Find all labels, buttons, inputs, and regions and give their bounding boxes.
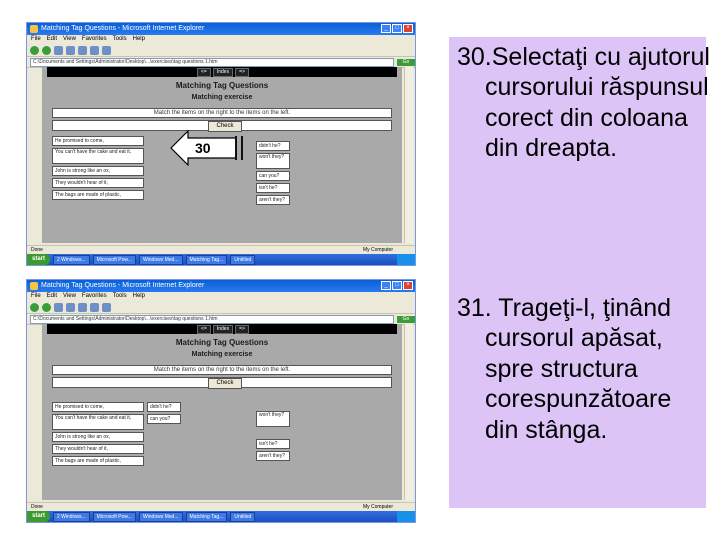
cursor-bar	[235, 136, 237, 160]
right-item[interactable]: aren't they?	[256, 451, 290, 461]
taskbar-item[interactable]: Untitled	[230, 512, 255, 522]
refresh-icon[interactable]	[66, 46, 75, 55]
maximize-icon[interactable]: □	[392, 24, 402, 33]
taskbar-item[interactable]: Matching Tag...	[186, 512, 228, 522]
menu-help[interactable]: Help	[132, 293, 145, 299]
menu-file[interactable]: File	[31, 293, 41, 299]
step-callout-arrow	[170, 130, 240, 166]
cursor-marks	[233, 136, 247, 160]
left-item: He promised to come,	[52, 402, 144, 412]
right-item[interactable]: isn't he?	[256, 439, 290, 449]
menu-bar	[27, 35, 415, 44]
back-icon[interactable]	[30, 303, 39, 312]
menu-view[interactable]: View	[63, 36, 76, 42]
start-button[interactable]: start	[27, 511, 50, 522]
left-item: John is strong like an ox,	[52, 166, 144, 176]
status-zone: My Computer	[362, 504, 393, 510]
nav-strip	[47, 324, 397, 334]
step-31-text: 31. Trageţi-l, ţinând cursorul apăsat, spre structura corespunzătoare din stânga.	[457, 294, 672, 444]
nav-next[interactable]: =>	[235, 325, 249, 334]
menu-edit[interactable]: Edit	[46, 293, 58, 299]
menu-help[interactable]: Help	[132, 36, 145, 42]
start-button[interactable]: start	[27, 254, 50, 265]
left-item: They wouldn't hear of it,	[52, 178, 144, 188]
check-button[interactable]: Check	[208, 378, 242, 389]
status-bar	[27, 502, 415, 511]
stop-icon[interactable]	[54, 303, 63, 312]
go-button[interactable]: Go	[397, 59, 415, 66]
status-text: Done	[31, 247, 43, 253]
menu-tools[interactable]: Tools	[112, 293, 127, 299]
vertical-scrollbar[interactable]	[404, 324, 413, 500]
taskbar	[27, 511, 415, 522]
matched-item[interactable]: didn't he?	[147, 402, 181, 412]
check-button[interactable]: Check	[208, 121, 242, 132]
taskbar-item[interactable]: Matching Tag...	[186, 255, 228, 265]
forward-icon[interactable]	[42, 46, 51, 55]
page-title: Matching Tag Questions	[175, 81, 269, 90]
nav-strip	[47, 67, 397, 77]
page-content	[42, 324, 402, 500]
left-item: He promised to come,	[52, 136, 144, 146]
taskbar-item[interactable]: Windows Med...	[139, 255, 183, 265]
search-icon[interactable]	[90, 303, 99, 312]
taskbar-item[interactable]: 2 Windows...	[53, 512, 90, 522]
left-item: They wouldn't hear of it,	[52, 444, 144, 454]
go-button[interactable]: Go	[397, 316, 415, 323]
home-icon[interactable]	[78, 303, 87, 312]
right-item[interactable]: didn't he?	[256, 141, 290, 151]
step-30-text: 30.Selectaţi cu ajutorul cursorului răspunsul corect din coloana din dreapta.	[457, 43, 710, 163]
matched-item[interactable]: can you?	[147, 414, 181, 424]
ie-icon	[30, 25, 38, 33]
forward-icon[interactable]	[42, 303, 51, 312]
ie-icon	[30, 282, 38, 290]
toolbar	[27, 301, 415, 314]
back-icon[interactable]	[30, 46, 39, 55]
page-title: Matching Tag Questions	[175, 338, 269, 347]
left-item: You can't have the cake and eat it,	[52, 414, 144, 430]
menu-file[interactable]: File	[31, 36, 41, 42]
window-titlebar	[27, 23, 415, 35]
menu-edit[interactable]: Edit	[46, 36, 58, 42]
nav-next[interactable]: =>	[235, 68, 249, 77]
favorites-icon[interactable]	[102, 46, 111, 55]
instruction-text: Match the items on the right to the items on the left.	[52, 365, 392, 375]
menu-favorites[interactable]: Favorites	[81, 293, 107, 299]
menu-bar	[27, 292, 415, 301]
right-item[interactable]: can you?	[256, 171, 290, 181]
status-bar	[27, 245, 415, 254]
taskbar-item[interactable]: Windows Med...	[139, 512, 183, 522]
window-title: Matching Tag Questions - Microsoft Internet Explorer	[41, 25, 205, 32]
menu-view[interactable]: View	[63, 293, 76, 299]
home-icon[interactable]	[78, 46, 87, 55]
refresh-icon[interactable]	[66, 303, 75, 312]
check-row	[52, 377, 392, 388]
stop-icon[interactable]	[54, 46, 63, 55]
status-zone: My Computer	[362, 247, 393, 253]
right-item[interactable]: aren't they?	[256, 195, 290, 205]
page-subtitle: Matching exercise	[191, 94, 253, 101]
taskbar-item[interactable]: Microsoft Pow...	[93, 255, 136, 265]
window-controls	[381, 281, 413, 290]
taskbar-item[interactable]: Microsoft Pow...	[93, 512, 136, 522]
nav-prev[interactable]: <=	[197, 68, 211, 77]
toolbar	[27, 44, 415, 57]
close-icon[interactable]: ×	[403, 281, 413, 290]
close-icon[interactable]: ×	[403, 24, 413, 33]
left-item: You can't have the cake and eat it,	[52, 148, 144, 164]
maximize-icon[interactable]: □	[392, 281, 402, 290]
favorites-icon[interactable]	[102, 303, 111, 312]
system-tray	[397, 254, 415, 265]
instruction-text: Match the items on the right to the items on the left.	[52, 108, 392, 118]
nav-index[interactable]: Index	[213, 68, 233, 77]
menu-favorites[interactable]: Favorites	[81, 36, 107, 42]
taskbar	[27, 254, 415, 265]
callout-number: 30	[195, 140, 211, 156]
right-item[interactable]: isn't he?	[256, 183, 290, 193]
left-item: The bags are made of plastic,	[52, 456, 144, 466]
cursor-bar	[241, 136, 243, 160]
left-item: The bags are made of plastic,	[52, 190, 144, 200]
status-text: Done	[31, 504, 43, 510]
minimize-icon[interactable]: _	[381, 281, 391, 290]
page-subtitle: Matching exercise	[191, 351, 253, 358]
right-item[interactable]: won't they?	[256, 411, 290, 427]
nav-prev[interactable]: <=	[197, 325, 211, 334]
taskbar-item[interactable]: 2 Windows...	[53, 255, 90, 265]
nav-index[interactable]: Index	[213, 325, 233, 334]
window-title: Matching Tag Questions - Microsoft Internet Explorer	[41, 282, 205, 289]
window-titlebar	[27, 280, 415, 292]
window-controls	[381, 24, 413, 33]
menu-tools[interactable]: Tools	[112, 36, 127, 42]
left-item: John is strong like an ox,	[52, 432, 144, 442]
right-item[interactable]: won't they?	[256, 153, 290, 169]
search-icon[interactable]	[90, 46, 99, 55]
address-input[interactable]: C:\Documents and Settings\Administrator\Desktop\...\exercises\tag questions 1.htm	[30, 315, 394, 324]
instruction-panel	[449, 37, 710, 508]
taskbar-item[interactable]: Untitled	[230, 255, 255, 265]
vertical-scrollbar[interactable]	[404, 67, 413, 243]
browser-window-bottom	[26, 279, 416, 523]
system-tray	[397, 511, 415, 522]
address-input[interactable]: C:\Documents and Settings\Administrator\Desktop\...\exercises\tag questions 1.htm	[30, 58, 394, 67]
minimize-icon[interactable]: _	[381, 24, 391, 33]
